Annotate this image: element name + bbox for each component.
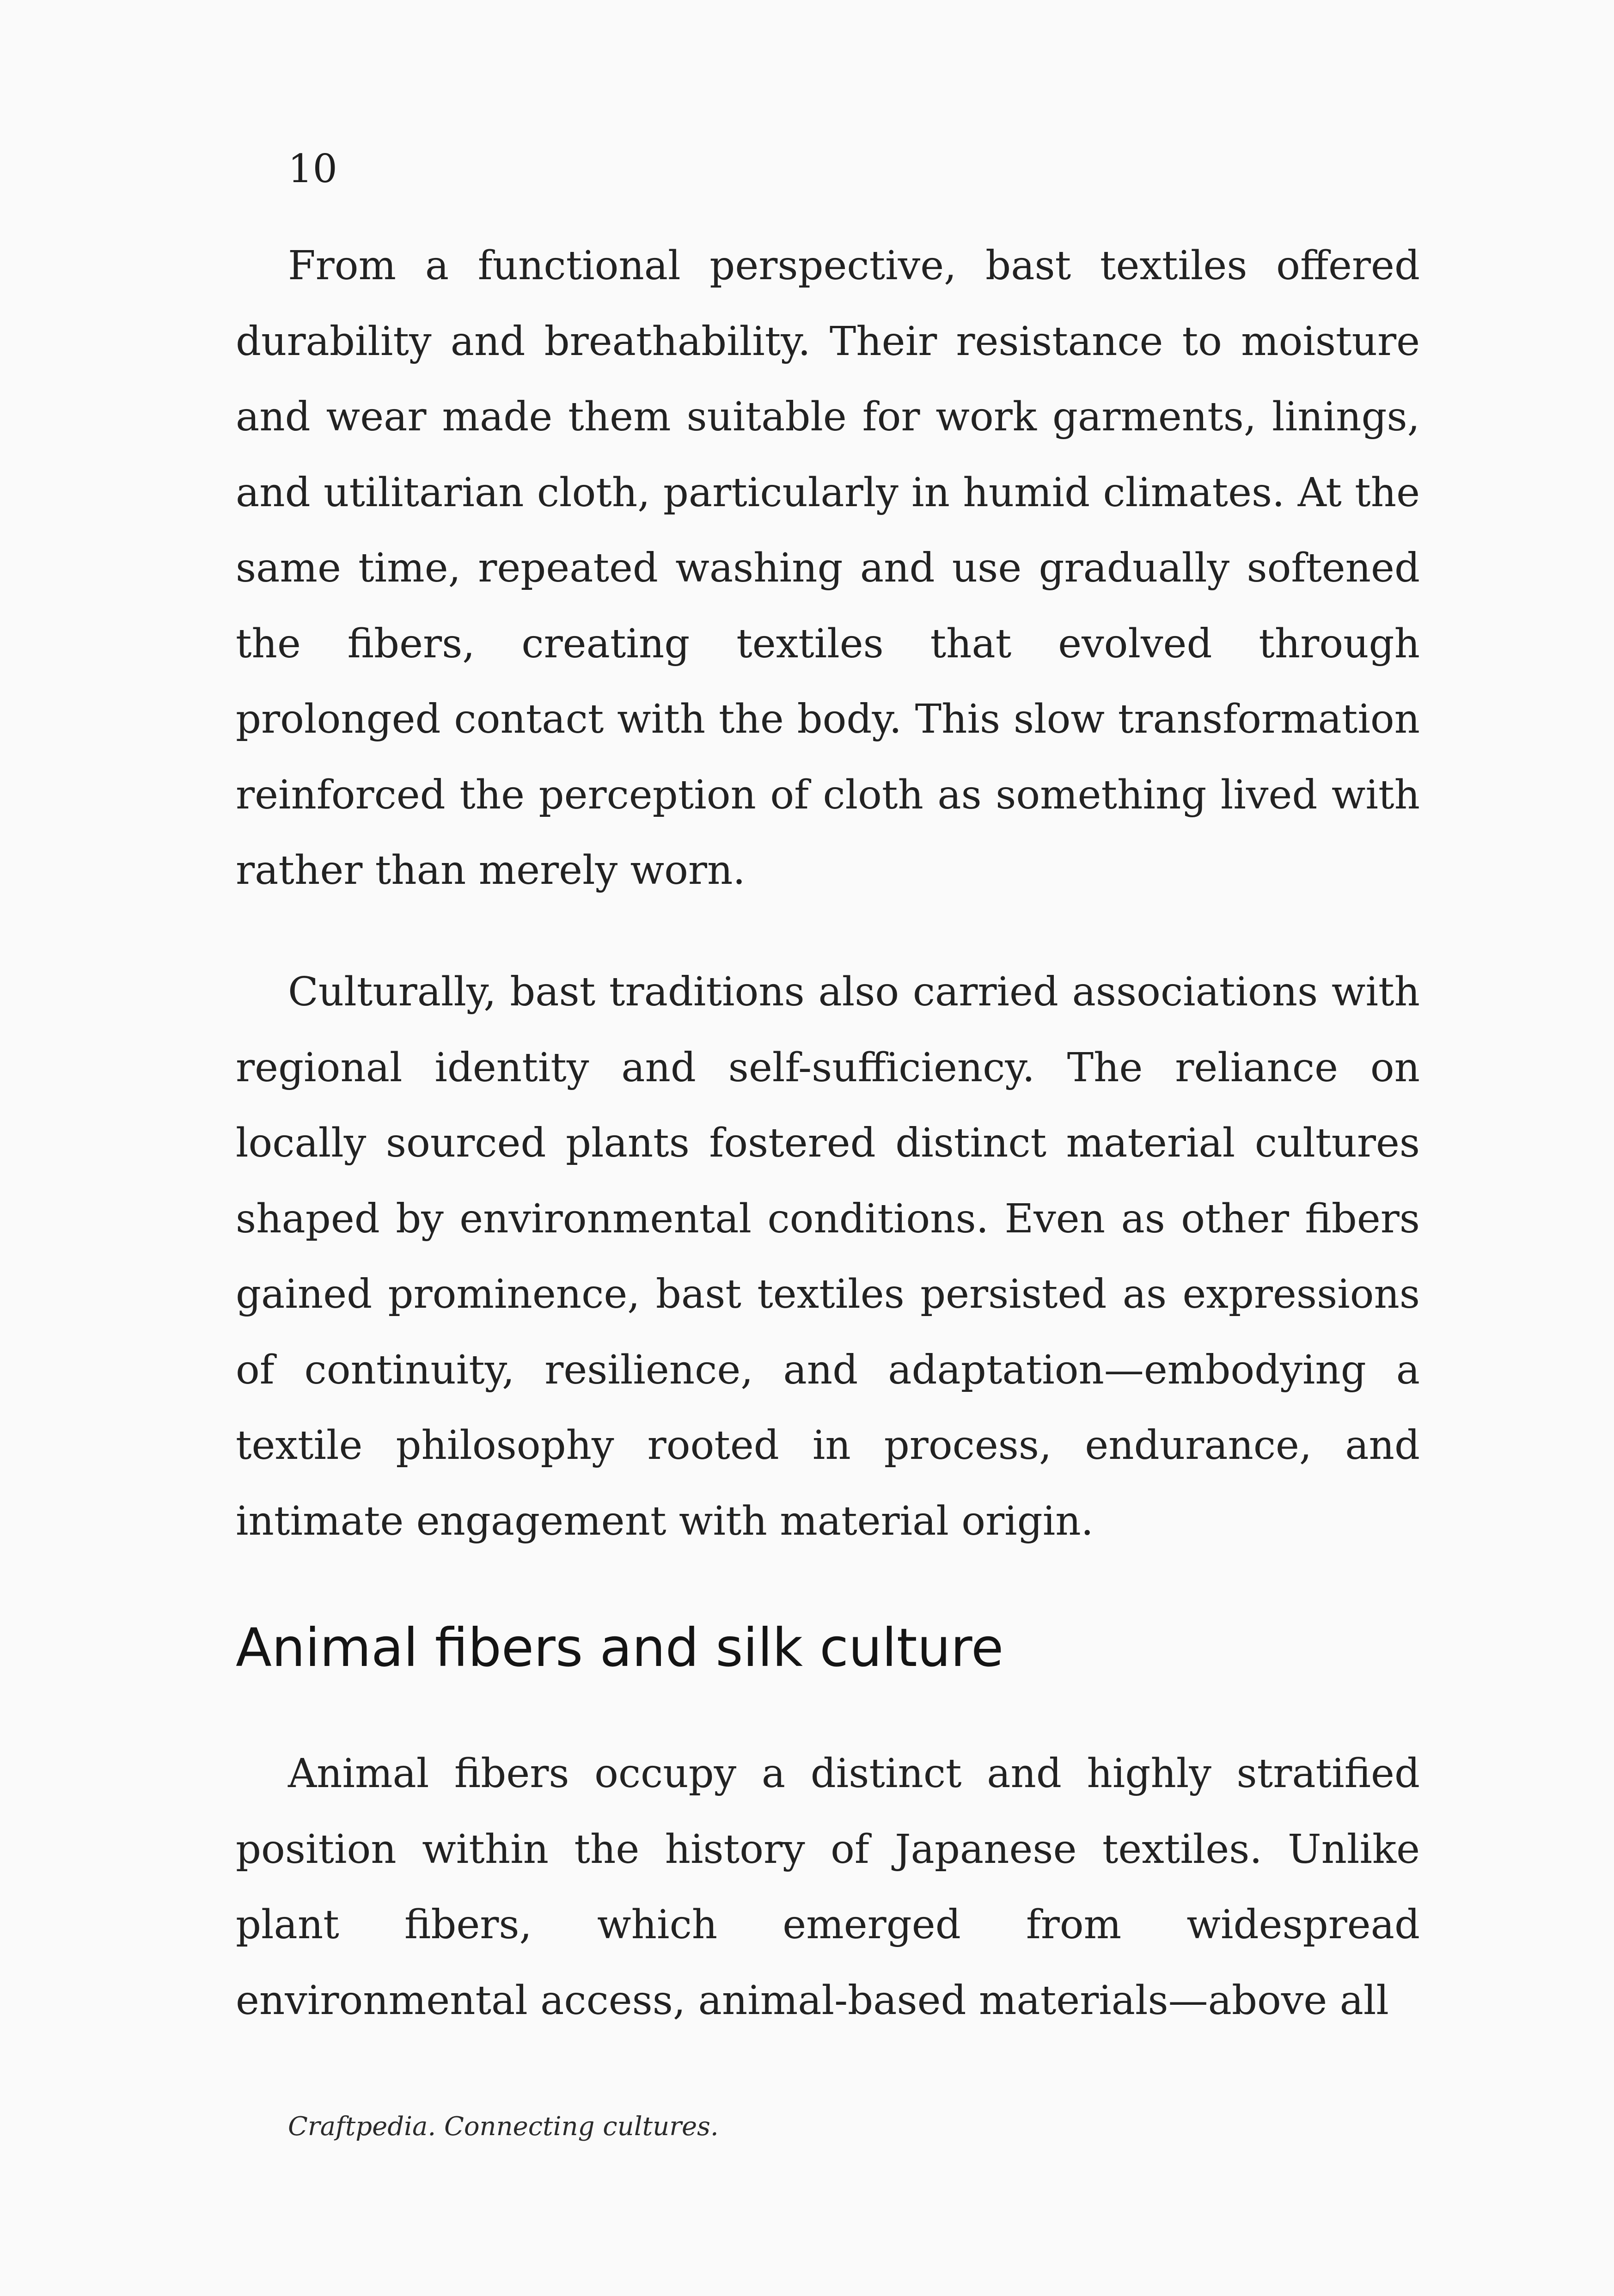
footer-tagline: Craftpedia. Connecting cultures. <box>288 2112 719 2142</box>
body-paragraph-cultural: Culturally, bast traditions also carried associations with regional identity and self-sufficiency. The reliance on locally sourced plants fostered distinct material cultures shaped by environmental conditions. Even as other fibers gained prominence, bast textiles persisted as expressions of continuity, resilience, and adaptation—embodying a textile philosophy rooted in process, endurance, and intimate engagement with material origin. <box>236 969 1420 1544</box>
body-paragraph-functional: From a functional perspective, bast textiles offered durability and breathability. Their resistance to moisture and wear made them suitable for work garments, linings, and utilitarian cloth, particularly in humid climates. At the same time, repeated washing and use gradually softened the fibers, creating textiles that evolved through prolonged contact with the body. This slow transformation reinforced the perception of cloth as something lived with rather than merely worn. <box>236 243 1420 894</box>
section-heading: Animal fibers and silk culture <box>236 1617 1004 1678</box>
body-paragraph-animal-fibers: Animal fibers occupy a distinct and highly stratified position within the history of Japanese textiles. Unlike plant fibers, which emerged from widespread environmental access, animal-based materials—above all <box>236 1751 1420 2024</box>
page-number: 10 <box>288 146 337 191</box>
